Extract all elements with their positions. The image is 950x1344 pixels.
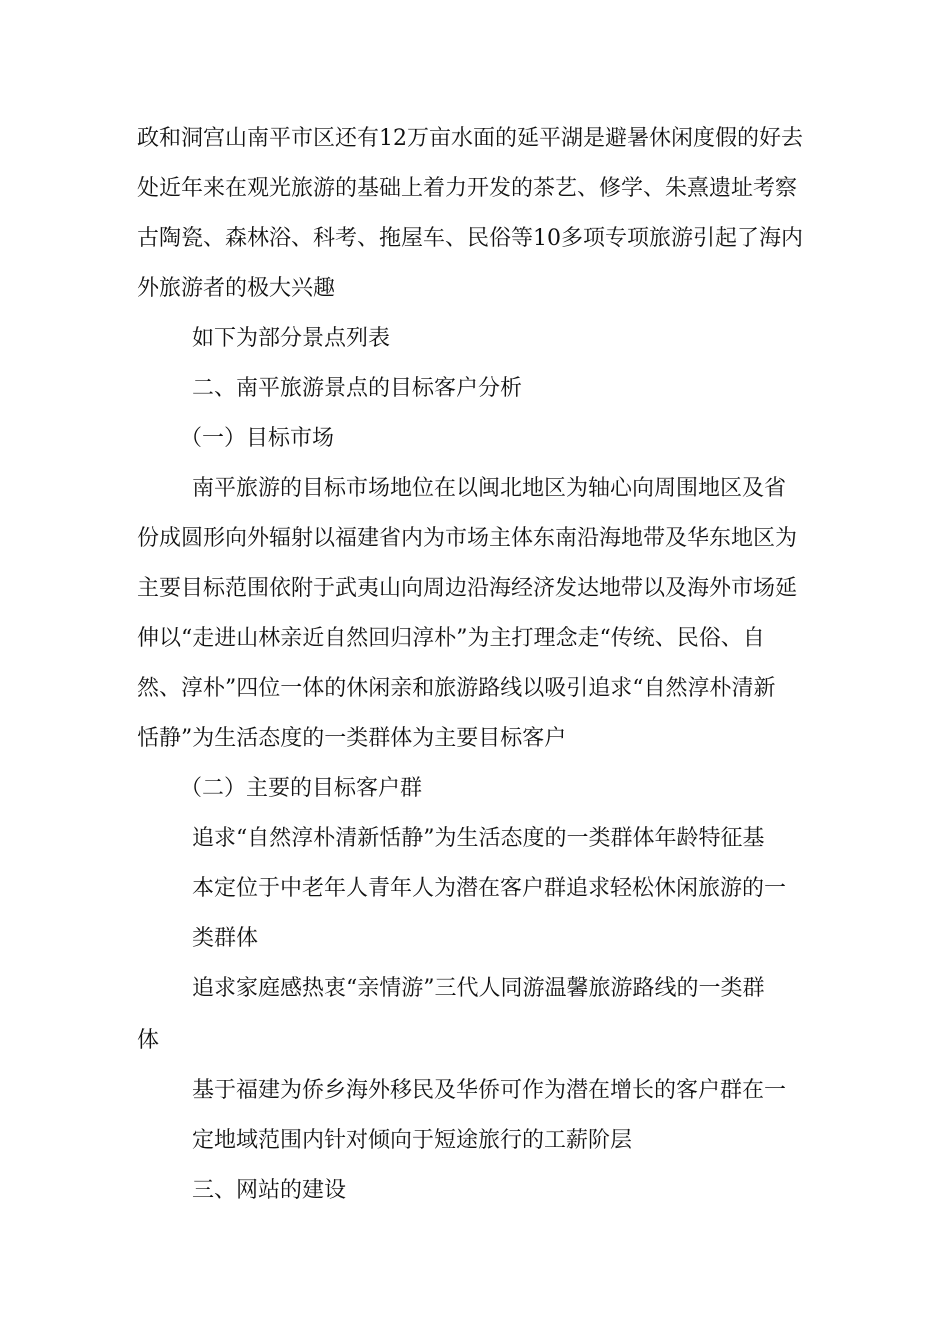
paragraph-line: 然、淳朴”四位一体的休闲亲和旅游路线以吸引追求“自然淳朴清新 <box>137 676 776 701</box>
paragraph-line: 外旅游者的极大兴趣 <box>137 276 336 301</box>
section-heading: 二、南平旅游景点的目标客户分析 <box>192 376 523 401</box>
paragraph-line: 份成圆形向外辐射以福建省内为市场主体东南沿海地带及华东地区为 <box>137 526 798 551</box>
subsection-heading: （一）目标市场 <box>180 426 335 451</box>
paragraph-line: 基于福建为侨乡海外移民及华侨可作为潜在增长的客户群在一 <box>192 1078 787 1103</box>
paragraph-line: 如下为部分景点列表 <box>192 326 391 351</box>
subsection-heading: （二）主要的目标客户群 <box>180 776 423 801</box>
paragraph-line: 类群体 <box>192 926 259 951</box>
paragraph-line: 追求“自然淳朴清新恬静”为生活态度的一类群体年龄特征基 <box>192 826 765 851</box>
paragraph-line: 南平旅游的目标市场地位在以闽北地区为轴心向周围地区及省 <box>192 476 787 501</box>
paragraph-line: 处近年来在观光旅游的基础上着力开发的茶艺、修学、朱熹遗址考察 <box>137 176 798 201</box>
paragraph-line: 体 <box>137 1028 160 1053</box>
section-heading: 三、网站的建设 <box>192 1178 347 1203</box>
paragraph-line: 追求家庭感热衷“亲情游”三代人同游温馨旅游路线的一类群 <box>192 976 765 1001</box>
paragraph-line: 主要目标范围依附于武夷山向周边沿海经济发达地带以及海外市场延 <box>137 576 798 601</box>
paragraph-line: 定地域范围内针对倾向于短途旅行的工薪阶层 <box>192 1128 633 1153</box>
paragraph-line: 政和洞宫山南平市区还有12万亩水面的延平湖是避暑休闲度假的好去 <box>137 126 803 151</box>
paragraph-line: 伸以“走进山林亲近自然回归淳朴”为主打理念走“传统、民俗、自 <box>137 626 765 651</box>
paragraph-line: 古陶瓷、森林浴、科考、拖屋车、民俗等10多项专项旅游引起了海内 <box>137 226 803 251</box>
paragraph-line: 恬静”为生活态度的一类群体为主要目标客户 <box>137 726 567 751</box>
paragraph-line: 本定位于中老年人青年人为潜在客户群追求轻松休闲旅游的一 <box>192 876 787 901</box>
